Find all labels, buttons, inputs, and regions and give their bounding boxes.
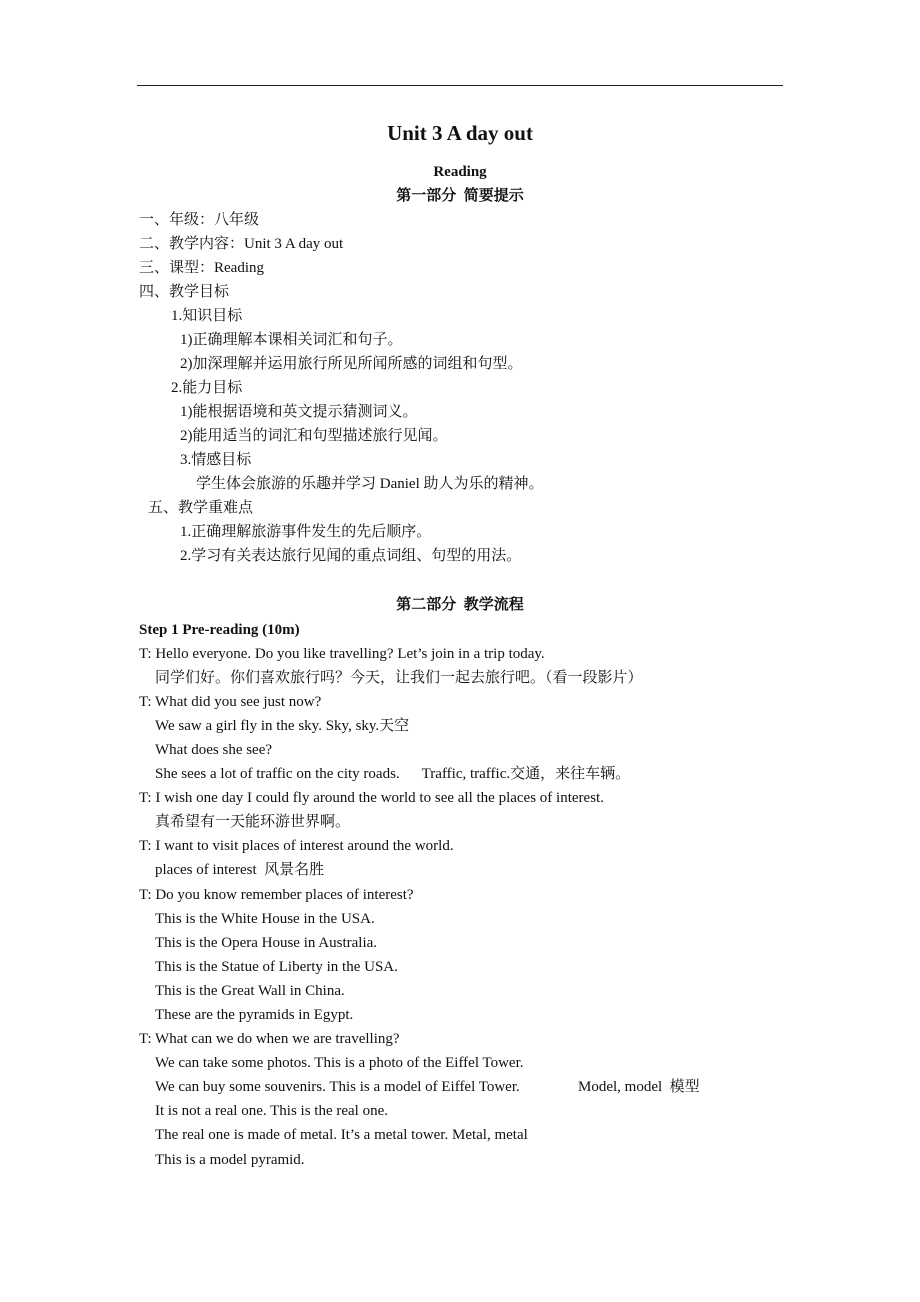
dialogue-line: T: Hello everyone. Do you like travelling? Let’s join in a trip today. [139,646,545,662]
dialogue-line: It is not a real one. This is the real one. [155,1103,388,1119]
ability-item: 2)能用适当的词汇和句型描述旅行见闻。 [180,428,448,444]
dialogue-line: T: What can we do when we are travelling? [139,1031,400,1047]
step1-heading: Step 1 Pre-reading (10m) [139,622,300,638]
dialogue-line: This is the White House in the USA. [155,911,375,927]
dialogue-line: What does she see? [155,742,273,758]
traffic-gloss: Traffic, traffic.交通，来往车辆。 [421,766,631,782]
ability-item: 1)能根据语境和英文提示猜测词义。 [180,404,418,420]
emotion-item: 学生体会旅游的乐趣并学习 Daniel 助人为乐的精神。 [196,476,544,492]
dialogue-line: T: I want to visit places of interest around the world. [139,838,454,854]
knowledge-objective: 1.知识目标 [171,308,243,324]
objectives-heading: 四、教学目标 [139,284,230,300]
page-subtitle: Reading [433,164,487,180]
emotion-objective: 3.情感目标 [180,452,252,468]
dialogue-line: This is a model pyramid. [155,1152,305,1168]
traffic-sentence: She sees a lot of traffic on the city roads. [155,766,400,782]
dialogue-line: The real one is made of metal. It’s a metal tower. Metal, metal [155,1127,528,1143]
dialogue-line: We can buy some souvenirs. This is a model of Eiffel Tower. [155,1079,520,1095]
content-line: 二、教学内容：Unit 3 A day out [139,236,344,252]
dialogue-line: 同学们好。你们喜欢旅行吗？今天，让我们一起去旅行吧。（看一段影片） [155,670,643,686]
dialogue-line: This is the Statue of Liberty in the USA. [155,959,398,975]
lesson-type-line: 三、课型：Reading [139,260,264,276]
dialogue-line: T: Do you know remember places of interest? [139,887,414,903]
knowledge-item: 1)正确理解本课相关词汇和句子。 [180,332,403,348]
dialogue-line: places of interest 风景名胜 [155,862,325,878]
dialogue-line: This is the Great Wall in China. [155,983,345,999]
dialogue-line: T: What did you see just now? [139,694,322,710]
part2-heading: 第二部分 教学流程 [396,597,524,613]
dialogue-line [155,764,630,784]
model-gloss: Model, model 模型 [578,1079,700,1095]
dialogue-line: We can take some photos. This is a photo of the Eiffel Tower. [155,1055,524,1071]
grade-line: 一、年级：八年级 [139,212,260,228]
key-point-item: 1.正确理解旅游事件发生的先后顺序。 [180,524,432,540]
dialogue-line: These are the pyramids in Egypt. [155,1007,354,1023]
dialogue-line: We saw a girl fly in the sky. Sky, sky.天空 [155,718,410,734]
ability-objective: 2.能力目标 [171,380,243,396]
dialogue-line: This is the Opera House in Australia. [155,935,378,951]
knowledge-item: 2)加深理解并运用旅行所见所闻所感的词组和句型。 [180,356,523,372]
key-points-heading: 五、教学重难点 [148,500,254,516]
header-rule [137,85,783,86]
key-point-item: 2.学习有关表达旅行见闻的重点词组、句型的用法。 [180,548,522,564]
part1-heading: 第一部分 简要提示 [396,188,524,204]
page-title: Unit 3 A day out [387,121,533,145]
dialogue-line: 真希望有一天能环游世界啊。 [155,814,351,830]
dialogue-line: T: I wish one day I could fly around the world to see all the places of interest. [139,790,604,806]
